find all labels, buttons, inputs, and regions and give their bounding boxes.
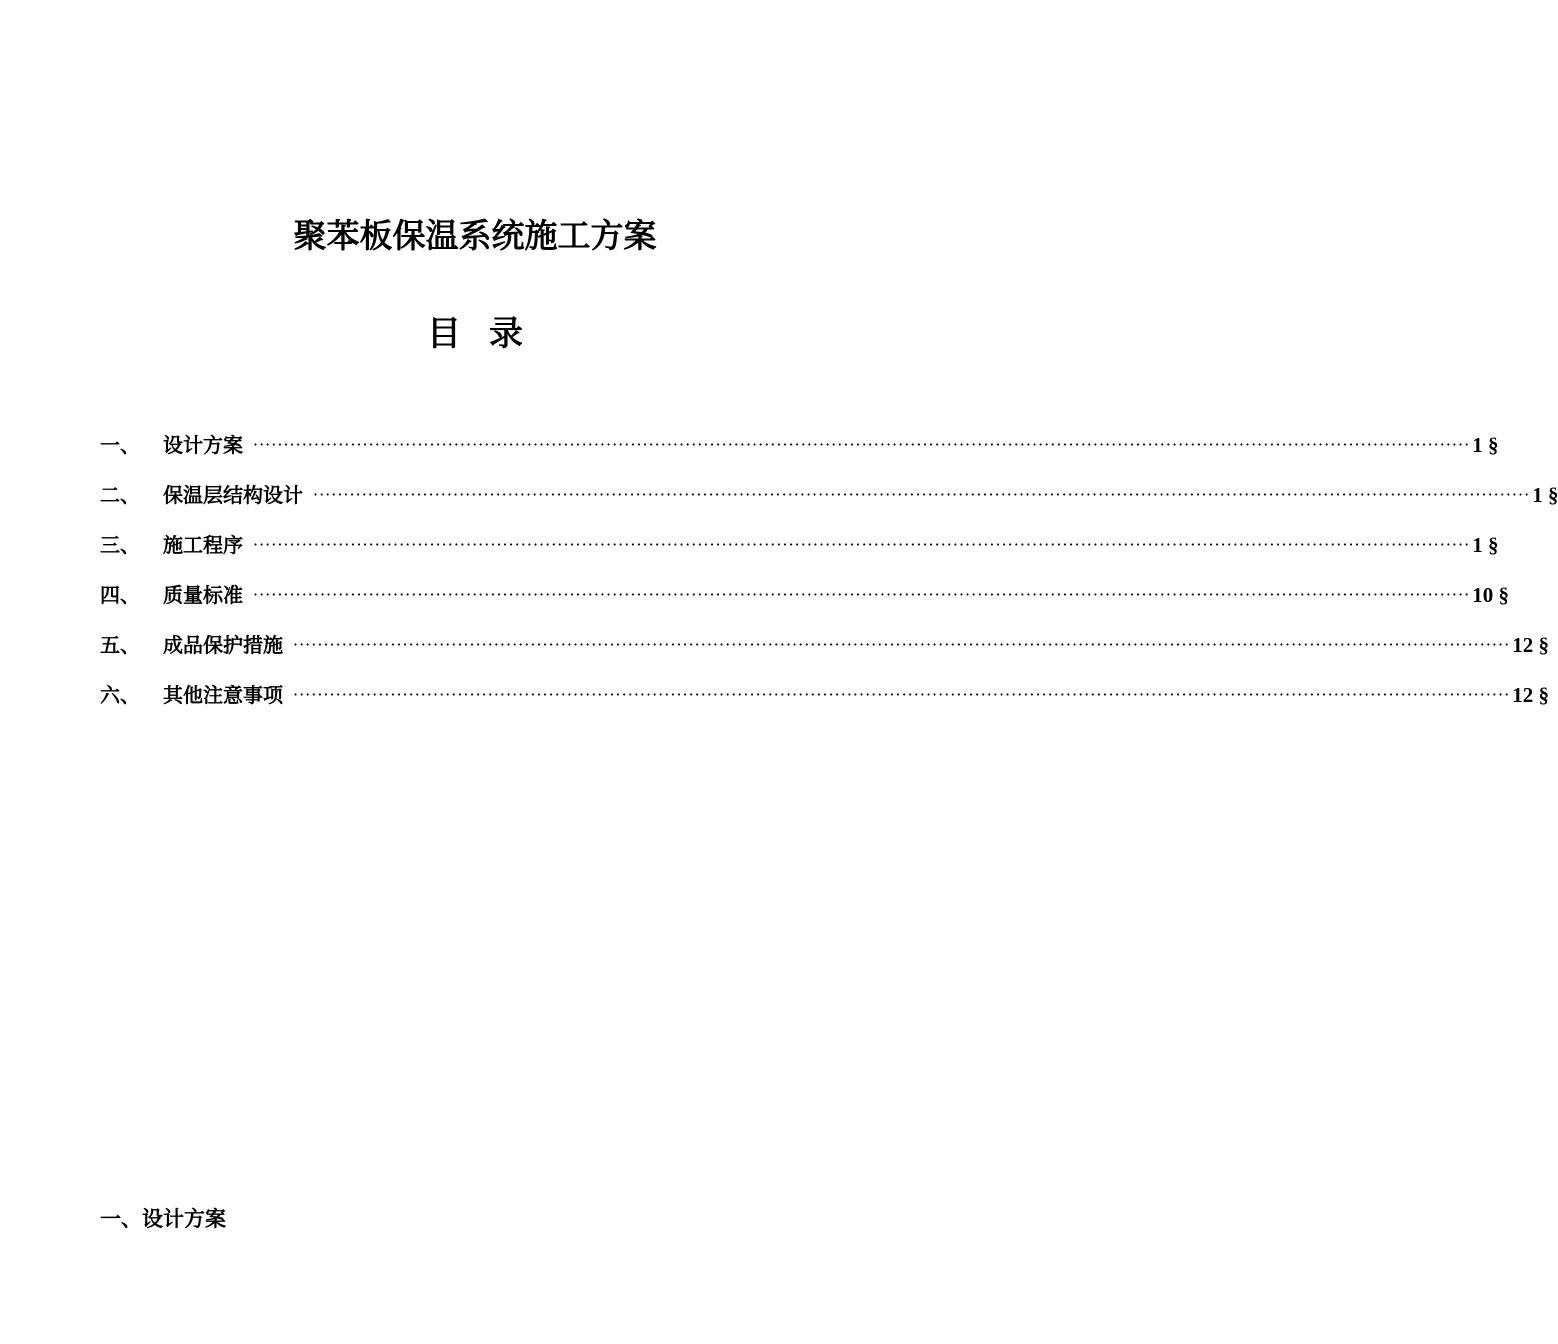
toc-entry-quality-standard[interactable] (100, 570, 1509, 620)
section-heading: 一、设计方案 (100, 1206, 226, 1231)
toc-entry-number: 五、 (100, 633, 140, 657)
toc-entry-number: 四、 (100, 583, 140, 607)
toc-dot-leader: ········································································································································································································ (293, 685, 1511, 704)
toc-entry-number: 一、 (100, 433, 140, 457)
table-of-contents (100, 420, 1558, 720)
toc-entry-construction-procedure[interactable] (100, 520, 1499, 570)
toc-entry-page: 10 § (1472, 583, 1509, 607)
toc-entry-label: 施工程序 (163, 533, 243, 557)
toc-entry-page: 1 § (1472, 433, 1499, 457)
toc-entry-number: 二、 (100, 483, 140, 507)
toc-dot-leader: ········································································································································································································ (313, 485, 1531, 504)
toc-entry-other-notes[interactable] (100, 670, 1549, 720)
toc-entry-label: 质量标准 (163, 583, 243, 607)
toc-heading-char-2: 录 (489, 314, 523, 354)
toc-entry-page: 1 § (1532, 483, 1558, 507)
toc-entry-label: 其他注意事项 (163, 683, 283, 707)
document-title: 聚苯板保温系统施工方案 (293, 216, 657, 255)
toc-entry-label: 设计方案 (163, 433, 243, 457)
toc-heading-char-1: 目 (427, 314, 461, 354)
toc-dot-leader: ········································································································································································································ (253, 585, 1471, 604)
toc-entry-design-plan[interactable] (100, 420, 1499, 470)
toc-entry-label: 保温层结构设计 (163, 483, 303, 507)
toc-dot-leader: ········································································································································································································ (253, 435, 1471, 454)
toc-entry-insulation-structure[interactable] (100, 470, 1558, 520)
toc-entry-page: 1 § (1472, 533, 1499, 557)
toc-entry-label: 成品保护措施 (163, 633, 283, 657)
toc-entry-number: 六、 (100, 683, 140, 707)
toc-entry-page: 12 § (1512, 633, 1549, 657)
toc-entry-page: 12 § (1512, 683, 1549, 707)
toc-heading (0, 312, 950, 356)
toc-dot-leader: ········································································································································································································ (253, 535, 1471, 554)
toc-entry-product-protection[interactable] (100, 620, 1549, 670)
toc-entry-number: 三、 (100, 533, 140, 557)
toc-dot-leader: ········································································································································································································ (293, 635, 1511, 654)
